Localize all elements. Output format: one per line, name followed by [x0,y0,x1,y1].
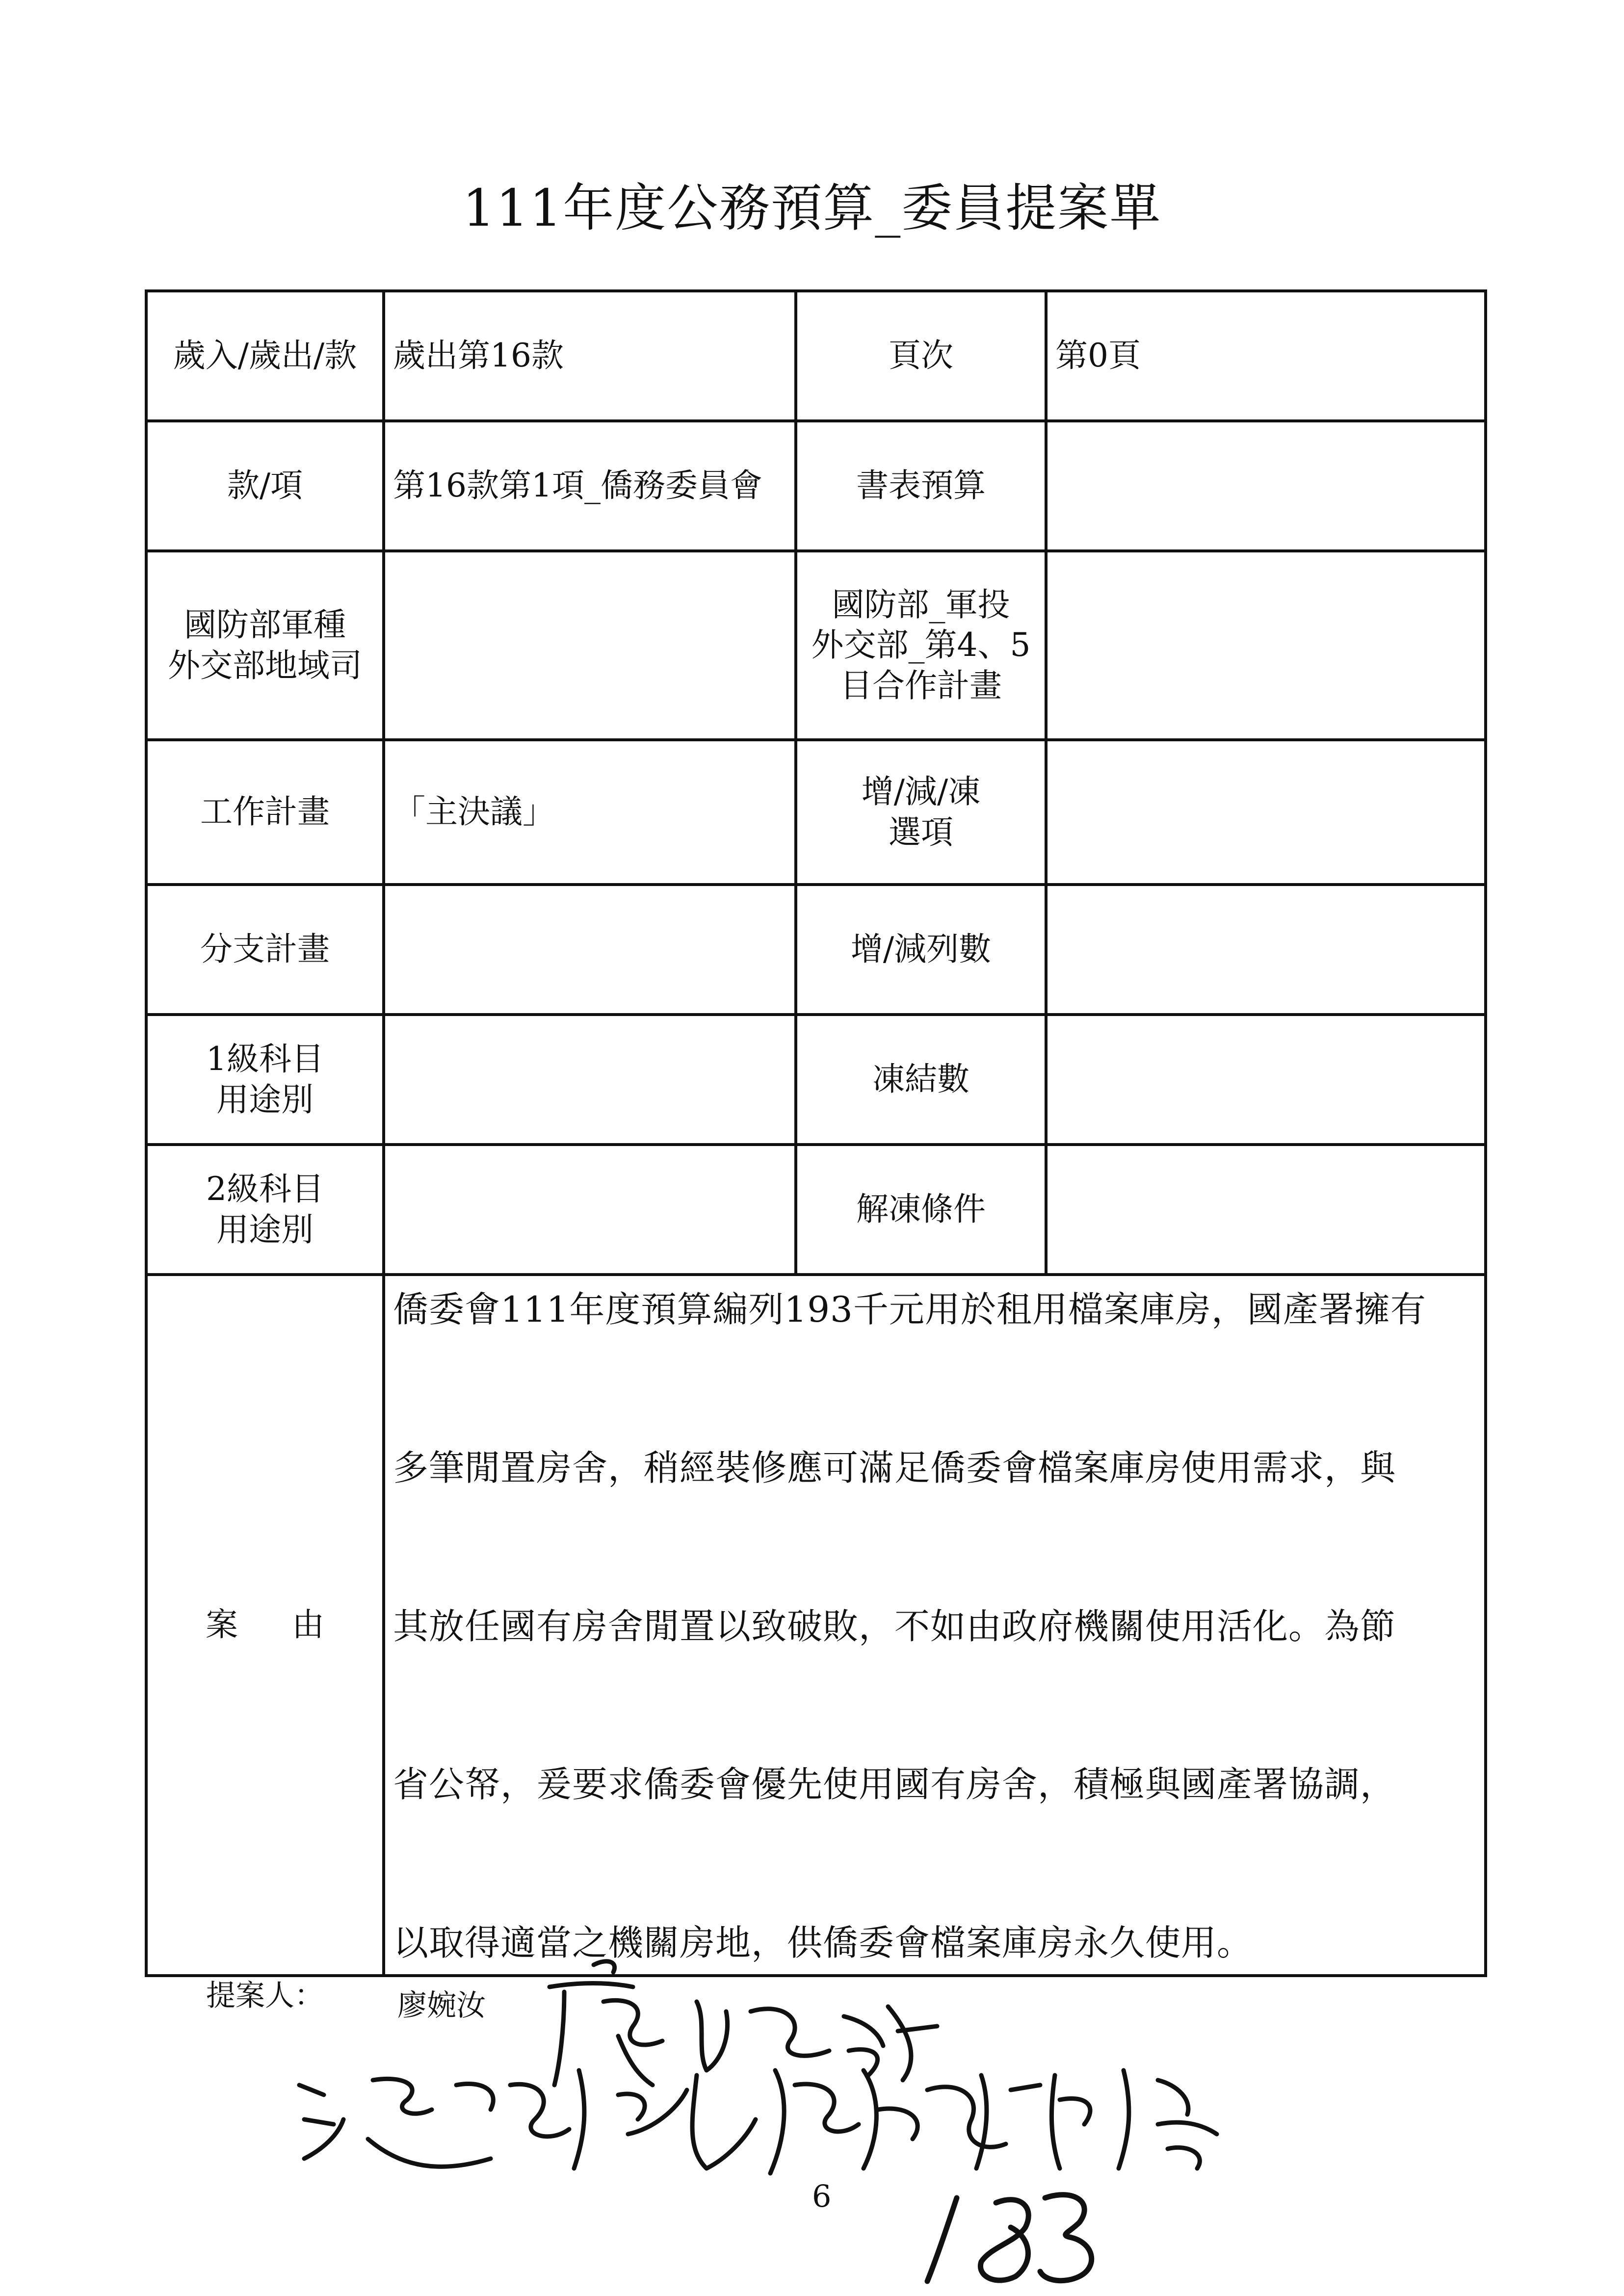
proposer-signature [550,1961,937,2085]
row-value: 「主決議」 [385,741,797,883]
handwritten-number-183 [927,2195,1092,2281]
row-label-line: 國防部軍種 [184,606,346,644]
reason-line: 其放任國有房舍閒置以致破敗，不如由政府機關使用活化。為節 [393,1605,1396,1647]
row-label: 歲入/歲出/款 [148,292,385,419]
row-label-2: 凍結數 [797,1016,1048,1143]
row-label-line: 2級科目 [206,1170,324,1208]
row-value-2: 第0頁 [1055,337,1141,375]
row-label-line: 用途別 [216,1080,314,1119]
reason-line: 多筆閒置房舍，稍經裝修應可滿足僑委會檔案庫房使用需求，與 [393,1447,1396,1488]
row-label-line: 1級科目 [206,1040,324,1078]
reason-line: 僑委會111年度預算編列193千元用於租用檔案庫房，國產署擁有 [393,1289,1426,1330]
page-number: 6 [812,2178,832,2214]
row-label-line: 增/減/凍 [861,773,981,810]
row-label-2: 頁次 [797,292,1048,419]
reason-line: 以取得適當之機關房地，供僑委會檔案庫房永久使用。 [393,1922,1253,1963]
row-value: 歲出第16款 [385,292,797,419]
row-label-2: 解凍條件 [797,1146,1048,1273]
document-title: 111年度公務預算_委員提案單 [462,178,1162,238]
proposer-name: 廖婉汝 [397,1988,486,2023]
row-label-2: 書表預算 [797,422,1048,549]
row-label-line: 選項 [888,813,953,851]
row-label-line: 用途別 [216,1210,314,1249]
reason-label-text: 案由 [206,1606,378,1644]
proposer-label: 提案人： [206,1979,324,2013]
row-label-2: 增/減列數 [797,886,1048,1013]
row-label: 工作計畫 [148,741,385,883]
cosigner-signatures [299,2070,1217,2173]
row-label-line: 外交部地域司 [168,646,362,684]
row-label: 款/項 [148,422,385,549]
reason-line: 省公帑，爰要求僑委會優先使用國有房舍，積極與國產署協調， [393,1764,1396,1805]
row-value: 第16款第1項_僑務委員會 [385,422,797,549]
row-label-line: 國防部_軍投 [832,585,1010,624]
row-label: 分支計畫 [148,886,385,1013]
row-label-line: 外交部_第4、5 [811,626,1031,664]
row-label-line: 目合作計畫 [839,666,1002,704]
